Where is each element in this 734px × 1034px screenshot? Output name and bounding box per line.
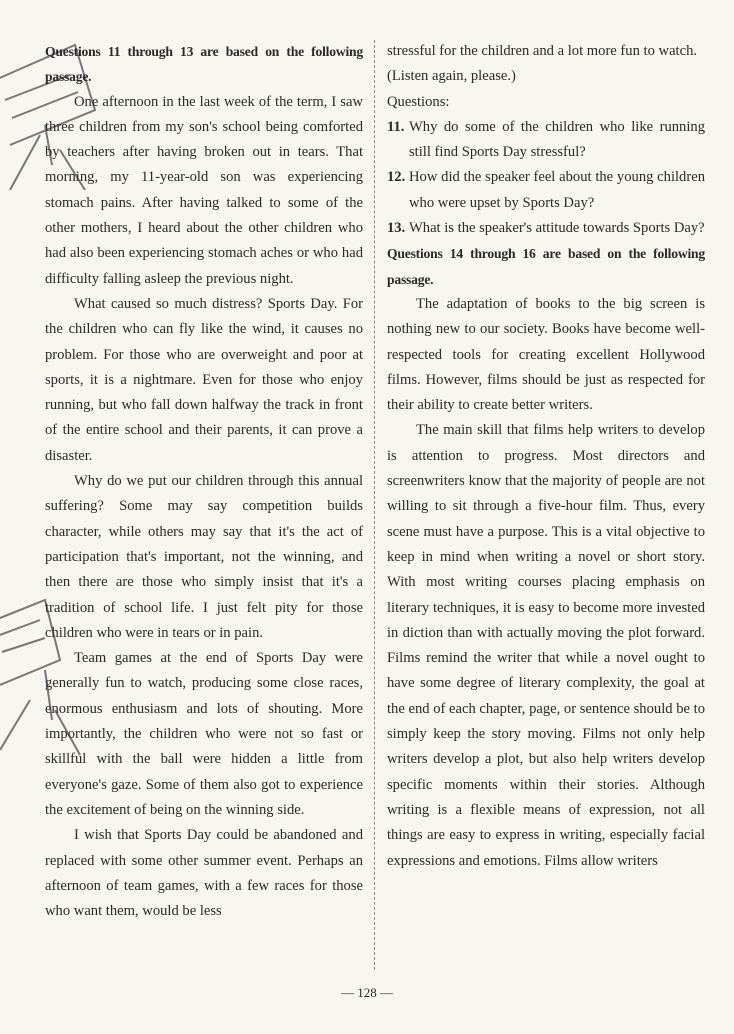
paragraph: Why do we put our children through this annual suffering? Some may say competition builds character, while others may say that it's the act of participation that's important, not the winning, and then there are those who simply insist that it's a tradition of school life. I just felt pity for those children who were in tears or in pain. (45, 473, 363, 641)
paragraph: I wish that Sports Day could be abandoned and replaced with some other summer event. Perhaps an afternoon of team games, with a few races for those who want them, would be less (45, 827, 363, 920)
questions-label: Questions: (387, 93, 450, 110)
page-number: — 128 — (341, 985, 393, 1000)
question-number: 13. (387, 220, 406, 237)
section-heading: Questions 11 through 13 are based on the following passage. (45, 44, 363, 85)
paragraph: stressful for the children and a lot more fun to watch. (387, 43, 698, 59)
paragraph: The main skill that films help writers to develop is attention to progress. Most directors and screenwriters know that the majority of people are not willing to sit through a five-hour film. Thus, every scene must have a purpose. This is a vital objective to keep in mind when writing a novel or short story. With most writing courses placing emphasis on literary techniques, it is easy to become more invested in diction than with actually moving the plot forward. Films remind the writer that while a novel ought to have some degree of literary complexity, the goal at the end of each chapter, page, or sentence should be to simply keep the story moving. Films not only help writers develop a plot, but also help writers develop specific moments within their stories. Although writing is a flexible means of expression, not all things are easy to express in writing, especially facial expressions and emotions. Films allow writers (387, 422, 705, 869)
question-item (387, 216, 705, 241)
question-text: How did the speaker feel about the young children who were upset by Sports Day? (409, 169, 705, 211)
question-item (387, 115, 705, 166)
question-text: Why do some of the children who like running still find Sports Day stressful? (409, 118, 705, 161)
paragraph: The adaptation of books to the big screen is nothing new to our society. Books have become well-respected tools for creating excellent Hollywood films. However, films should be just as respected for their ability to create better writers. (387, 295, 705, 414)
section-heading: Questions 14 through 16 are based on the following passage. (387, 246, 705, 287)
right-column (387, 39, 705, 874)
paragraph: One afternoon in the last week of the term, I saw three children from my son's school being comforted by teachers after having broken out in tears. That morning, my 11-year-old son was experiencing stomach pains. After having talked to some of the other mothers, I heard about the other children who had also been experiencing stomach aches or who had difficulty falling asleep the previous night. (45, 93, 363, 287)
question-number: 11. (387, 118, 405, 135)
question-text: What is the speaker's attitude towards Sports Day? (409, 220, 705, 237)
paragraph: Team games at the end of Sports Day were generally fun to watch, producing some close races, enormous enthusiasm and lots of shouting. More importantly, the children who were not so fast or skillful with the ball were hidden a little from everyone's gaze. Some of them also got to experience the excitement of being on the winning side. (45, 650, 363, 818)
question-number: 12. (387, 169, 406, 186)
left-column (45, 39, 363, 924)
paragraph: What caused so much distress? Sports Day. For the children who can fly like the wind, it causes no problem. For those who are overweight and poor at sports, it is a nightmare. Even for those who enjoy running, but who fall down halfway the track in front of the entire school and their parents, it can prove a disaster. (45, 295, 363, 464)
listen-again-note: (Listen again, please.) (387, 68, 516, 85)
column-divider (374, 40, 375, 970)
question-item (387, 165, 705, 216)
